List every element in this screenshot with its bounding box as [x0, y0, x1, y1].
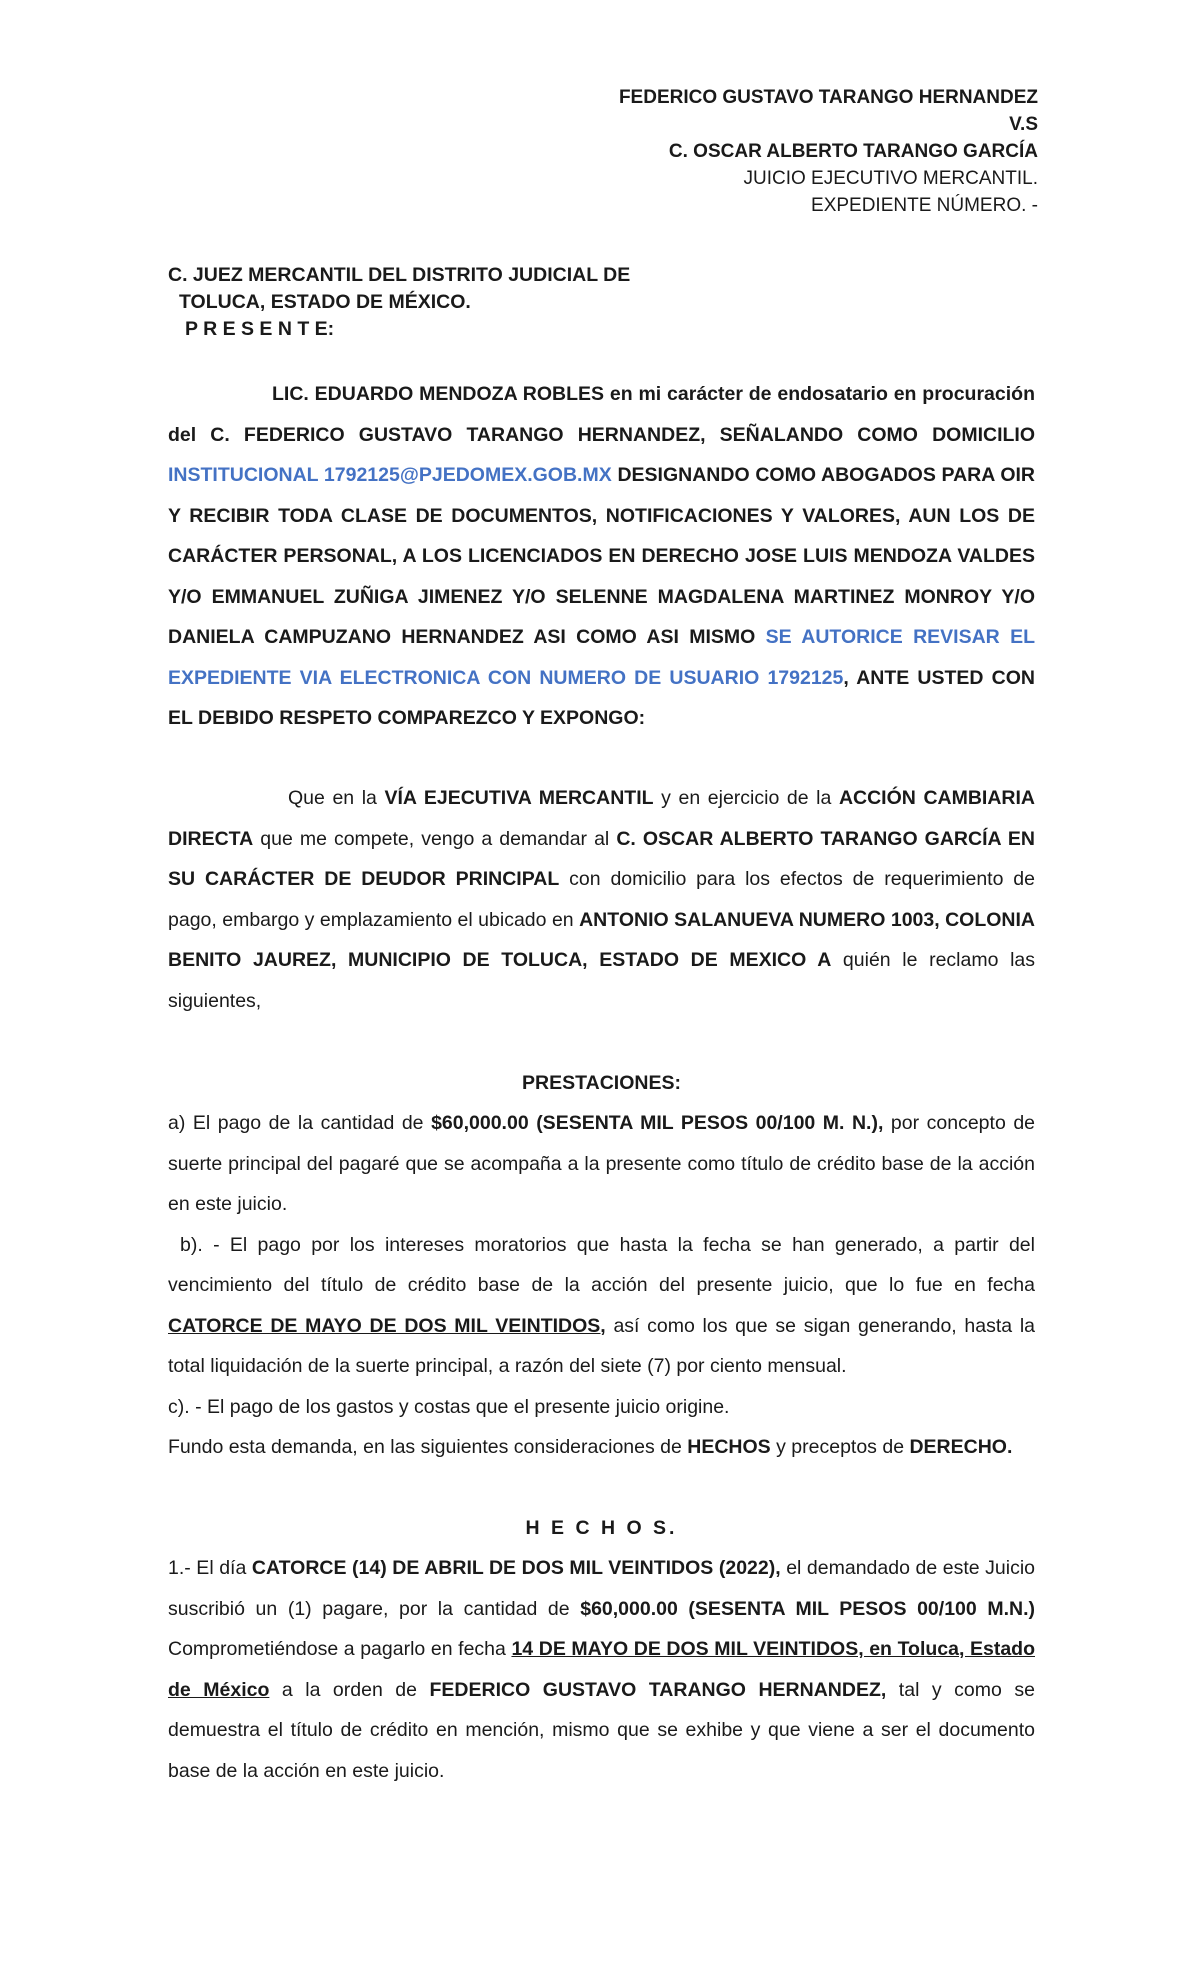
claim-text-1: Que en la: [288, 787, 385, 809]
claim-text-4: con domicilio para los efectos de requerimiento de pago, embargo y emplazamiento el ubicado en: [168, 868, 1036, 931]
prestacion-b-date: CATORCE DE MAYO DE DOS MIL VEINTIDOS,: [168, 1314, 606, 1337]
claim-paragraph: [168, 778, 1035, 1021]
institutional-email-link[interactable]: INSTITUCIONAL 1792125@PJEDOMEX.GOB.MX: [168, 464, 612, 486]
fundamento-derecho: DERECHO.: [909, 1436, 1013, 1458]
hecho-1-amount: $60,000.00 (SESENTA MIL PESOS 00/100 M.N.): [580, 1597, 1035, 1620]
file-number: EXPEDIENTE NÚMERO. -: [811, 195, 1038, 216]
hecho-1: [168, 1548, 1035, 1791]
prestacion-b-text-2: así como los que se sigan generando, hasta la total liquidación de la suerte principal, a razón del siete (7) por ciento mensual.: [168, 1314, 1035, 1377]
hecho-1-text-1: 1.- El día: [168, 1557, 252, 1579]
case-header: [619, 84, 1038, 219]
intro-paragraph: [168, 374, 1035, 739]
claim-text-2: y en ejercicio de la: [653, 787, 839, 809]
claim-text-5: quién le reclamo las siguientes,: [168, 949, 1035, 1012]
prestacion-a-text-2: por concepto de suerte principal del pagaré que se acompaña a la presente como título de crédito base de la acción en este juicio.: [168, 1112, 1036, 1215]
prestacion-b-text-1: b). - El pago por los intereses moratorios que hasta la fecha se han generado, a partir del vencimiento del título de crédito base de la acción del presente juicio, que lo fue en fecha: [168, 1233, 1035, 1296]
claim-bold-2: ACCIÓN CAMBIARIA DIRECTA: [168, 787, 1036, 850]
prestacion-a-amount: $60,000.00 (SESENTA MIL PESOS 00/100 M. N.),: [431, 1112, 884, 1134]
claim-bold-3: C. OSCAR ALBERTO TARANGO GARCÍA EN SU CARÁCTER DE DEUDOR PRINCIPAL: [168, 827, 1035, 890]
addressee-line-1: C. JUEZ MERCANTIL DEL DISTRITO JUDICIAL DE: [168, 264, 631, 286]
claim-text-3: que me compete, vengo a demandar al: [253, 827, 617, 850]
addressee-line-2: TOLUCA, ESTADO DE MÉXICO.: [179, 291, 471, 313]
fundamento-hechos: HECHOS: [687, 1436, 771, 1458]
versus-label: V.S: [1009, 114, 1038, 135]
hecho-1-beneficiary: FEDERICO GUSTAVO TARANGO HERNANDEZ,: [429, 1678, 887, 1701]
hechos-section: [168, 1548, 1035, 1791]
claim-bold-1: VÍA EJECUTIVA MERCANTIL: [384, 787, 654, 809]
hecho-1-text-4: a la orden de: [269, 1678, 430, 1701]
defendant-name: C. OSCAR ALBERTO TARANGO GARCÍA: [668, 141, 1038, 162]
prestacion-a-text-1: a) El pago de la cantidad de: [168, 1112, 432, 1134]
hechos-heading: H E C H O S.: [525, 1517, 678, 1539]
prestaciones-list: [168, 1103, 1035, 1468]
fundamento-text-1: Fundo esta demanda, en las siguientes consideraciones de: [168, 1436, 688, 1458]
addressee-block: [168, 262, 630, 343]
electronic-file-authorization-link[interactable]: SE AUTORICE REVISAR EL EXPEDIENTE VIA ELECTRONICA CON NUMERO DE USUARIO 1792125: [168, 626, 1035, 689]
intro-text-2: DESIGNANDO COMO ABOGADOS PARA OIR Y RECIBIR TODA CLASE DE DOCUMENTOS, NOTIFICACIONES Y VALORES, AUN LOS DE CARÁCTER PERSONAL, A LOS LICENCIADOS EN DERECHO JOSE LUIS MENDOZA VALDES Y/O EMMANUEL ZUÑIGA JIMENEZ Y/O SELENNE MAGDALENA MARTINEZ MONROY Y/O DANIELA CAMPUZANO HERNANDEZ ASI COMO ASI MISMO: [168, 464, 1035, 648]
hecho-1-due-date: 14 DE MAYO DE DOS MIL VEINTIDOS, en Toluca, Estado de México: [168, 1638, 1035, 1701]
hecho-1-text-5: tal y como se demuestra el título de crédito en mención, mismo que se exhibe y que viene a ser el documento base de la acción en este juicio.: [168, 1678, 1035, 1782]
claim-bold-4: ANTONIO SALANUEVA NUMERO 1003, COLONIA BENITO JAUREZ, MUNICIPIO DE TOLUCA, ESTADO DE MEXICO A: [168, 908, 1036, 971]
plaintiff-name: FEDERICO GUSTAVO TARANGO HERNANDEZ: [618, 87, 1038, 108]
prestacion-a: [168, 1103, 1035, 1225]
prestacion-c: c). - El pago de los gastos y costas que el presente juicio origine.: [168, 1395, 730, 1418]
hecho-1-text-3: Comprometiéndose a pagarlo en fecha: [168, 1638, 512, 1660]
prestaciones-heading: PRESTACIONES:: [522, 1072, 681, 1094]
fundamento-text-2: y preceptos de: [770, 1436, 910, 1458]
hecho-1-text-2: el demandado de este Juicio suscribió un (1) pagare, por la cantidad de: [168, 1557, 1035, 1620]
hecho-1-date: CATORCE (14) DE ABRIL DE DOS MIL VEINTIDOS (2022),: [251, 1557, 781, 1579]
trial-type: JUICIO EJECUTIVO MERCANTIL.: [743, 168, 1038, 189]
fundamento-line: [168, 1427, 1035, 1468]
prestacion-b: [168, 1225, 1035, 1387]
intro-text-1: LIC. EDUARDO MENDOZA ROBLES en mi carácter de endosatario en procuración del C. FEDERICO GUSTAVO TARANGO HERNANDEZ, SEÑALANDO COMO DOMICILIO: [168, 383, 1035, 446]
addressee-line-3: P R E S E N T E:: [185, 318, 335, 340]
intro-text-3: , ANTE USTED CON EL DEBIDO RESPETO COMPAREZCO Y EXPONGO:: [168, 666, 1035, 729]
